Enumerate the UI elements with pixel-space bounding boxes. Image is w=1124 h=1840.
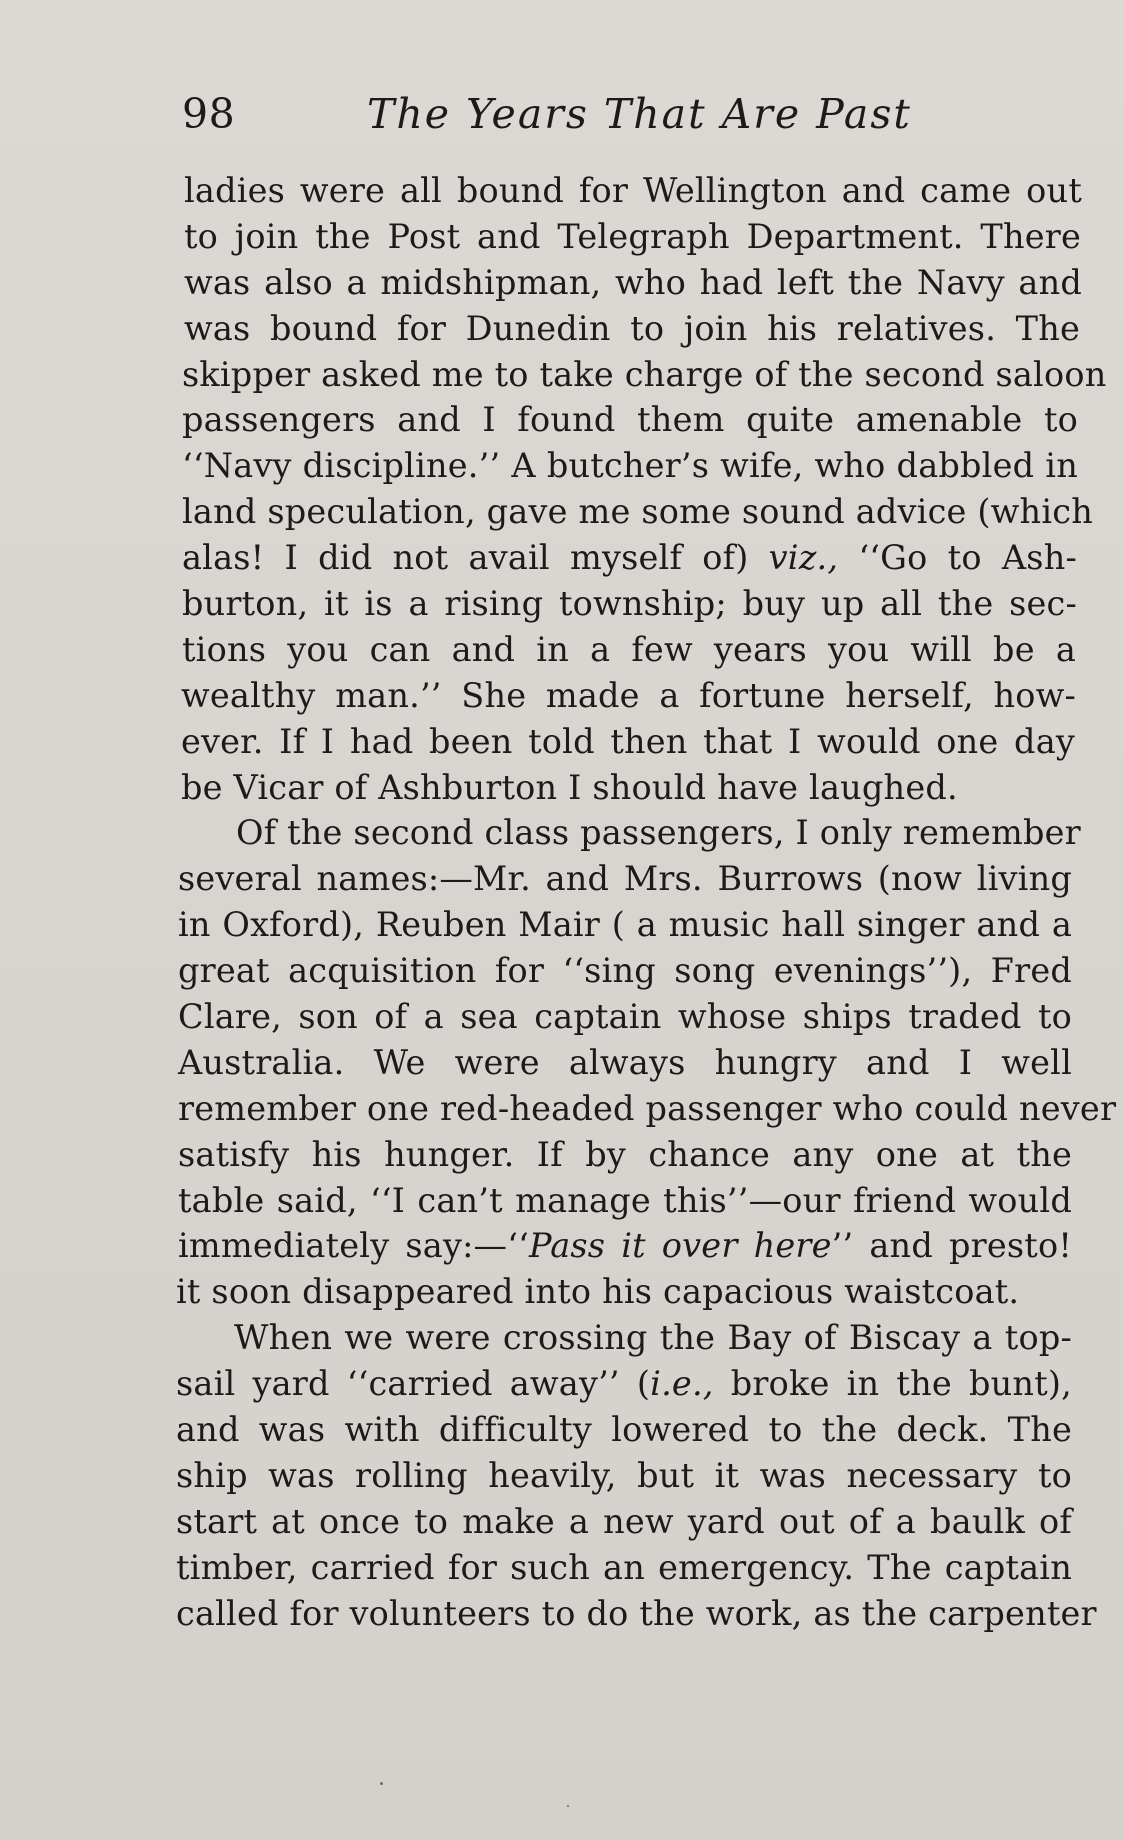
text-line: passengers and I found them quite amenable to: [182, 400, 1078, 440]
paper-speck: [567, 1805, 569, 1807]
text-line: was also a midshipman, who had left the Navy and: [184, 262, 1082, 302]
text-line: in Oxford), Reuben Mair ( a music hall singer and a: [178, 905, 1072, 945]
italic-text: viz.,: [768, 538, 839, 578]
text-line: sail yard ‘‘carried away’’ (i.e., broke in the bunt),: [176, 1364, 1072, 1404]
text-line: alas! I did not avail myself of) viz., ‘‘Go to Ash-: [182, 538, 1077, 578]
text-line: table said, ‘‘I can’t manage this’’—our friend would: [178, 1180, 1072, 1220]
text-line: ever. If I had been told then that I would one day: [181, 721, 1075, 761]
text-line: start at once to make a new yard out of a baulk of: [176, 1501, 1072, 1541]
running-title: The Years That Are Past: [367, 90, 912, 138]
text-line: ship was rolling heavily, but it was necessary to: [176, 1455, 1072, 1495]
text-line: to join the Post and Telegraph Department. There: [184, 216, 1081, 256]
text-line: satisfy his hunger. If by chance any one at the: [178, 1134, 1072, 1174]
text-line: timber, carried for such an emergency. The captain: [176, 1547, 1072, 1587]
paragraph-first-line: When we were crossing the Bay of Biscay a top-: [234, 1318, 1072, 1358]
text-line: Australia. We were always hungry and I well: [178, 1042, 1072, 1082]
text-line: wealthy man.’’ She made a fortune herself, how-: [181, 675, 1076, 715]
text-line: great acquisition for ‘‘sing song evenings’’), Fred: [178, 951, 1072, 991]
italic-text: i.e.,: [650, 1364, 714, 1404]
text-line: burton, it is a rising township; buy up all the sec-: [182, 584, 1077, 624]
text-line: Clare, son of a sea captain whose ships traded to: [178, 997, 1072, 1037]
text-line: immediately say:—‘‘Pass it over here’’ and presto!: [178, 1226, 1072, 1266]
text-line: tions you can and in a few years you will be a: [182, 629, 1076, 669]
text-line: and was with difficulty lowered to the deck. The: [176, 1410, 1072, 1450]
text-line: skipper asked me to take charge of the second saloon: [182, 354, 1107, 394]
paragraph-first-line: Of the second class passengers, I only remember: [236, 813, 1081, 853]
text-line: ‘‘Navy discipline.’’ A butcher’s wife, who dabbled in: [182, 446, 1078, 486]
running-head: [182, 86, 912, 142]
text-line: be Vicar of Ashburton I should have laughed.: [181, 767, 958, 807]
text-line: was bound for Dunedin to join his relatives. The: [184, 308, 1080, 348]
text-line: remember one red-headed passenger who could never: [178, 1088, 1117, 1128]
text-line: ladies were all bound for Wellington and came out: [184, 171, 1082, 210]
text-line: called for volunteers to do the work, as the carpenter: [176, 1593, 1097, 1633]
page-number: 98: [182, 90, 236, 138]
italic-text: Pass it over here: [528, 1226, 832, 1266]
text-line: it soon disappeared into his capacious waistcoat.: [176, 1272, 1020, 1312]
body-text: [176, 168, 1117, 1637]
text-line: several names:—Mr. and Mrs. Burrows (now living: [178, 859, 1072, 899]
paper-speck: [380, 1782, 383, 1785]
text-line: land speculation, gave me some sound advice (which: [182, 492, 1093, 532]
